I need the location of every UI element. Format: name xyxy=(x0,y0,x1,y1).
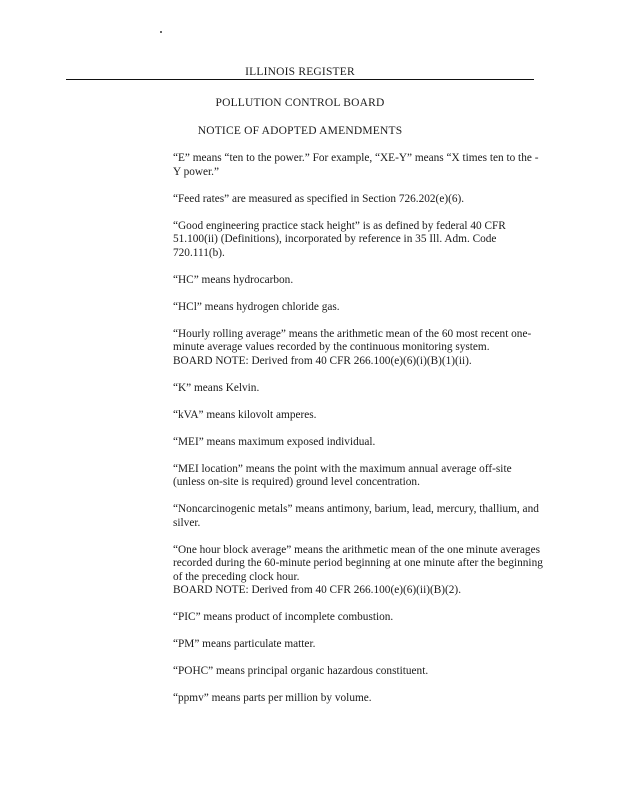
definition-text: “Noncarcinogenic metals” means antimony, barium, lead, mercury, thallium, and silver. xyxy=(173,503,539,529)
header-rule xyxy=(66,79,534,80)
definition-paragraph xyxy=(173,611,543,625)
definition-text: “PIC” means product of incomplete combustion. xyxy=(173,611,394,623)
board-note: BOARD NOTE: Derived from 40 CFR 266.100(e)(6)(i)(B)(1)(ii). xyxy=(173,354,472,367)
definition-paragraph xyxy=(173,152,543,179)
definition-paragraph xyxy=(173,503,543,530)
definition-paragraph xyxy=(173,409,543,423)
definition-text: “MEI” means maximum exposed individual. xyxy=(173,435,376,448)
definition-paragraph xyxy=(173,692,543,706)
definition-paragraph xyxy=(173,436,543,450)
notice-title: NOTICE OF ADOPTED AMENDMENTS xyxy=(197,125,403,137)
definition-paragraph xyxy=(173,665,543,679)
definition-text: “HCl” means hydrogen chloride gas. xyxy=(173,300,340,313)
definition-text: “E” means “ten to the power.” For example, “XE-Y” means “X times ten to the -Y power.” xyxy=(173,152,539,178)
definition-text: “One hour block average” means the arithmetic mean of the one minute averages recorded during the 60-minute period beginning at one minute after the beginning of the preceding clock hour. xyxy=(173,543,543,583)
definition-paragraph xyxy=(173,301,543,315)
definitions-list xyxy=(173,152,543,719)
register-title: ILLINOIS REGISTER xyxy=(245,66,355,78)
definition-paragraph xyxy=(173,544,543,598)
definition-text: “PM” means particulate matter. xyxy=(173,638,316,650)
scan-speck xyxy=(160,31,162,33)
definition-text: “Hourly rolling average” means the arithmetic mean of the 60 most recent one-minute average values recorded by the continuous monitoring system. xyxy=(173,327,532,353)
definition-paragraph xyxy=(173,220,543,261)
board-title: POLLUTION CONTROL BOARD xyxy=(215,97,385,109)
definition-paragraph xyxy=(173,382,543,396)
board-note: BOARD NOTE: Derived from 40 CFR 266.100(e)(6)(ii)(B)(2). xyxy=(173,584,462,596)
definition-text: “K” means Kelvin. xyxy=(173,381,260,394)
definition-text: “POHC” means principal organic hazardous constituent. xyxy=(173,665,429,677)
definition-text: “HC” means hydrocarbon. xyxy=(173,273,294,286)
definition-text: “kVA” means kilovolt amperes. xyxy=(173,408,317,421)
definition-paragraph xyxy=(173,193,543,207)
definition-paragraph xyxy=(173,463,543,490)
definition-text: “Feed rates” are measured as specified in Section 726.202(e)(6). xyxy=(173,192,465,205)
definition-paragraph xyxy=(173,328,543,369)
definition-paragraph xyxy=(173,274,543,288)
definition-text: “MEI location” means the point with the maximum annual average off-site (unless on-site is required) ground level concentration. xyxy=(173,462,512,488)
definition-text: “ppmv” means parts per million by volume. xyxy=(173,692,372,704)
definition-text: “Good engineering practice stack height” is as defined by federal 40 CFR 51.100(ii) (Definitions), incorporated by reference in 35 Ill. Adm. Code 720.111(b). xyxy=(173,219,506,259)
definition-paragraph xyxy=(173,638,543,652)
